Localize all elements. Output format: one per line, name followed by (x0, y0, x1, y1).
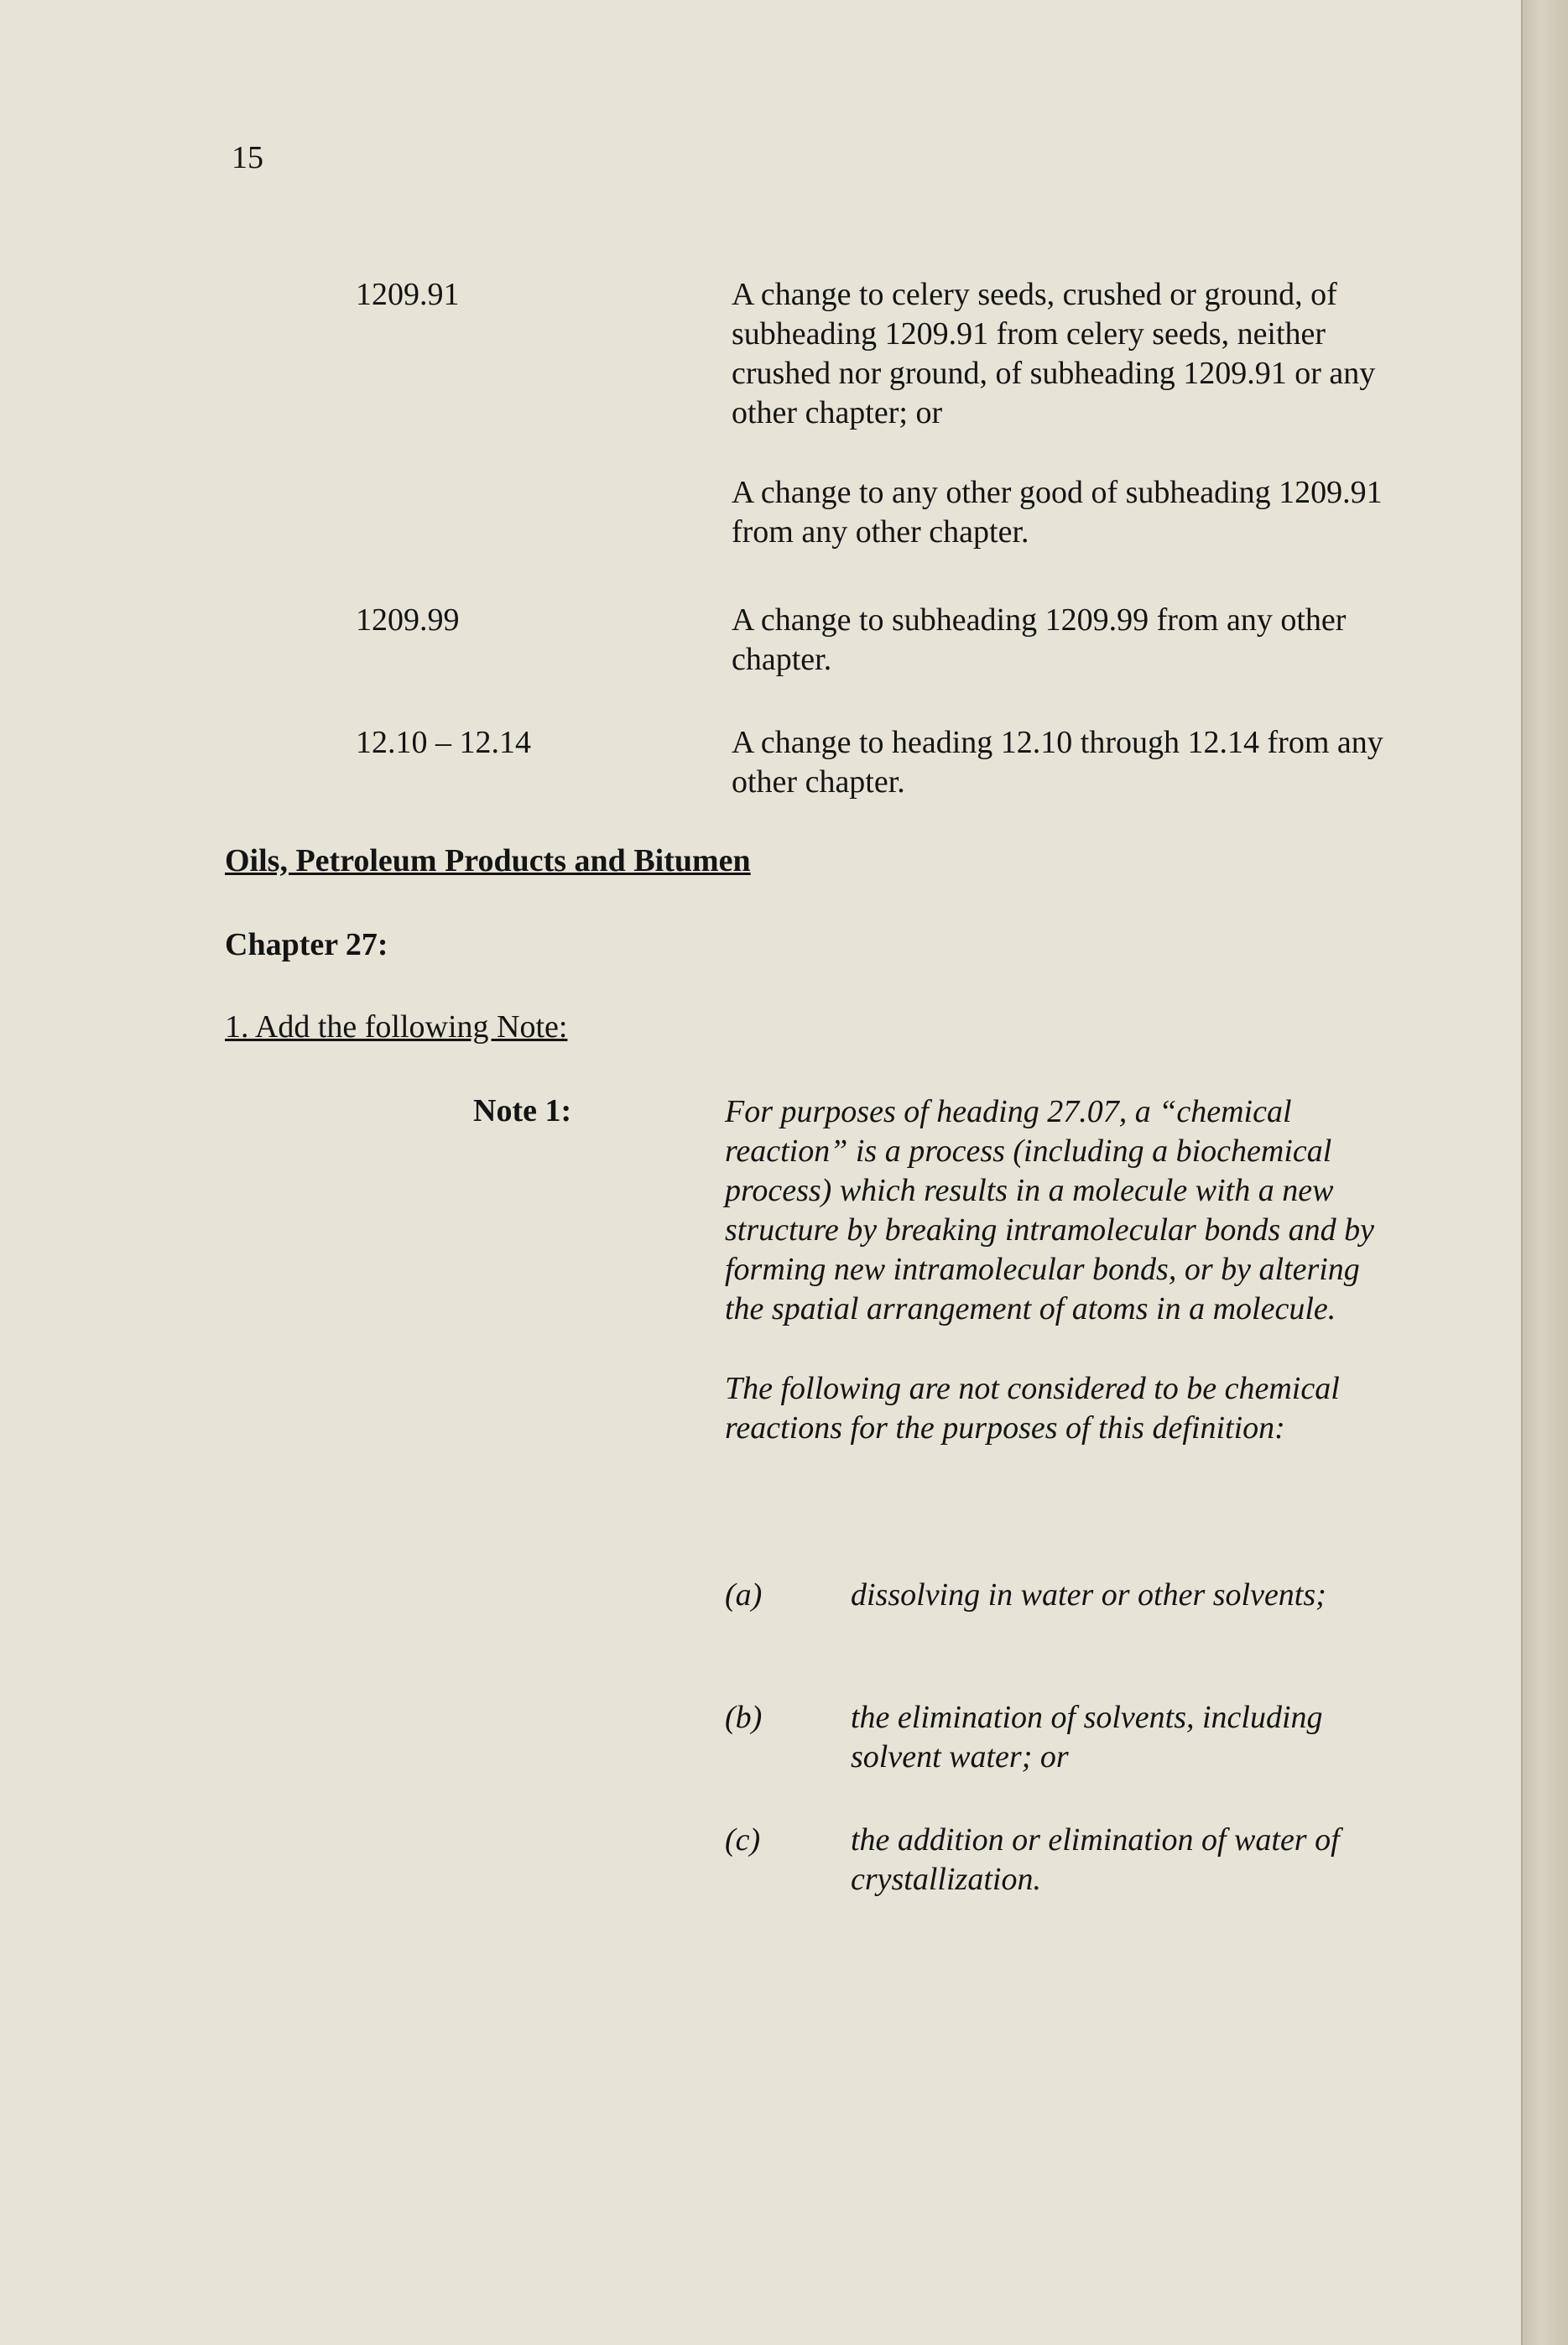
note-text (725, 1092, 1379, 1488)
item-label: (c) (725, 1822, 761, 1858)
rule-code: 1209.91 (356, 277, 460, 312)
note-paragraph: The following are not considered to be chemical reactions for the purposes of this definition: (725, 1371, 1340, 1446)
item-label: (a) (725, 1577, 763, 1613)
rule-paragraph: A change to celery seeds, crushed or ground, of subheading 1209.91 from celery seeds, neither crushed nor ground, of subheading 1209.91 or any other chapter; or (732, 277, 1376, 430)
page-edge (1521, 0, 1568, 2345)
note-label: Note 1: (473, 1093, 572, 1128)
rule-code: 12.10 – 12.14 (356, 725, 531, 760)
chapter-title: Chapter 27: (225, 927, 388, 962)
rule-text (732, 723, 1403, 802)
note-paragraph: For purposes of heading 27.07, a “chemical reaction” is a process (including a biochemical process) which results in a molecule with a new structure by breaking intramolecular bonds and by forming new intramolecular bonds, or by altering the spatial arrangement of atoms in a molecule. (725, 1094, 1374, 1326)
rule-paragraph: A change to subheading 1209.99 from any other chapter. (732, 602, 1347, 677)
add-note-instruction: 1. Add the following Note: (225, 1009, 568, 1045)
rule-text (732, 601, 1403, 680)
item-text: the addition or elimination of water of crystallization. (851, 1822, 1340, 1897)
section-heading: Oils, Petroleum Products and Bitumen (225, 843, 751, 878)
page-number: 15 (232, 140, 263, 175)
rule-paragraph: A change to heading 12.10 through 12.14 from any other chapter. (732, 725, 1383, 800)
item-label: (b) (725, 1700, 763, 1735)
rule-code: 1209.99 (356, 602, 460, 638)
rule-paragraph: A change to any other good of subheading 1209.91 from any other chapter. (732, 475, 1383, 550)
item-text: the elimination of solvents, including solvent water; or (851, 1700, 1323, 1774)
item-text: dissolving in water or other solvents; (851, 1577, 1326, 1613)
rule-text (732, 275, 1403, 552)
